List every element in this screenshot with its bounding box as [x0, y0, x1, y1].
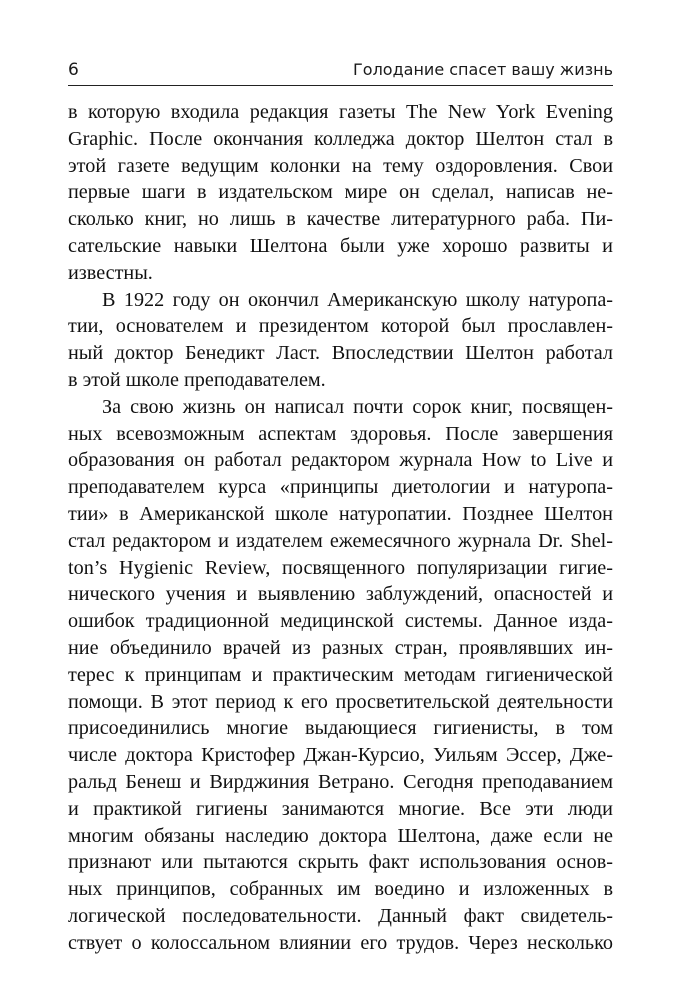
text-line: известны.: [68, 261, 153, 284]
text-line: нического учения и выявлению заблуждений, опасностей и: [68, 583, 613, 606]
page-header: [68, 58, 613, 88]
text-line: и практикой гигиены занимаются многие. Все эти люди: [68, 797, 613, 820]
text-line: тии, основателем и президентом которой был прославлен-: [68, 315, 613, 338]
text-line: терес к принципам и практическим методам гигиенической: [68, 663, 613, 686]
text-line: ton’s Hygienic Review, посвященного популяризации гигие-: [68, 556, 613, 579]
page-number: 6: [68, 60, 79, 80]
text-line: присоединились многие выдающиеся гигиенисты, в том: [68, 717, 613, 740]
text-line: За свою жизнь он написал почти сорок книг, посвящен-: [102, 395, 613, 418]
text-line: ошибок традиционной медицинской системы. Данное изда-: [68, 610, 613, 633]
header-rule: [68, 85, 613, 86]
text-line: ный доктор Бенедикт Ласт. Впоследствии Шелтон работал: [68, 342, 613, 365]
text-line: ральд Бенеш и Вирджиния Ветрано. Сегодня преподаванием: [68, 770, 613, 793]
text-line: логической последовательности. Данный факт свидетель-: [68, 904, 613, 927]
text-line: признают или пытаются скрыть факт использования основ-: [68, 851, 613, 874]
text-line: стал редактором и издателем ежемесячного журнала Dr. Shel-: [68, 529, 613, 552]
text-line: преподавателем курса «принципы диетологии и натуропа-: [68, 476, 613, 499]
body-text: [68, 99, 613, 957]
text-line: сательские навыки Шелтона были уже хорошо развиты и: [68, 234, 613, 257]
text-line: В 1922 году он окончил Американскую школу натуропа-: [102, 288, 613, 311]
text-line: сколько книг, но лишь в качестве литературного раба. Пи-: [68, 208, 613, 231]
text-line: помощи. В этот период к его просветительской деятельности: [68, 690, 613, 713]
text-line: ных всевозможным аспектам здоровья. После завершения: [68, 422, 613, 445]
text-line: ствует о колоссальном влиянии его трудов. Через несколько: [68, 931, 613, 954]
text-line: этой газете ведущим колонки на тему оздоровления. Свои: [68, 154, 613, 177]
text-line: Graphic. После окончания колледжа доктор Шелтон стал в: [68, 127, 613, 150]
text-line: ние объединило врачей из разных стран, проявлявших ин-: [68, 636, 613, 659]
text-line: в которую входила редакция газеты The New York Evening: [68, 101, 613, 123]
text-line: образования он работал редактором журнала How to Live и: [68, 449, 613, 472]
text-line: числе доктора Кристофер Джан-Курсио, Уильям Эссер, Дже-: [68, 744, 613, 767]
text-line: тии» в Американской школе натуропатии. Позднее Шелтон: [68, 502, 613, 525]
running-title: Голодание спасет вашу жизнь: [353, 60, 613, 79]
text-line: многим обязаны наследию доктора Шелтона, даже если не: [68, 824, 613, 847]
text-line: ных принципов, собранных им воедино и изложенных в: [68, 878, 613, 901]
text-line: первые шаги в издательском мире он сделал, написав не-: [68, 181, 613, 204]
text-line: в этой школе преподавателем.: [68, 368, 326, 391]
